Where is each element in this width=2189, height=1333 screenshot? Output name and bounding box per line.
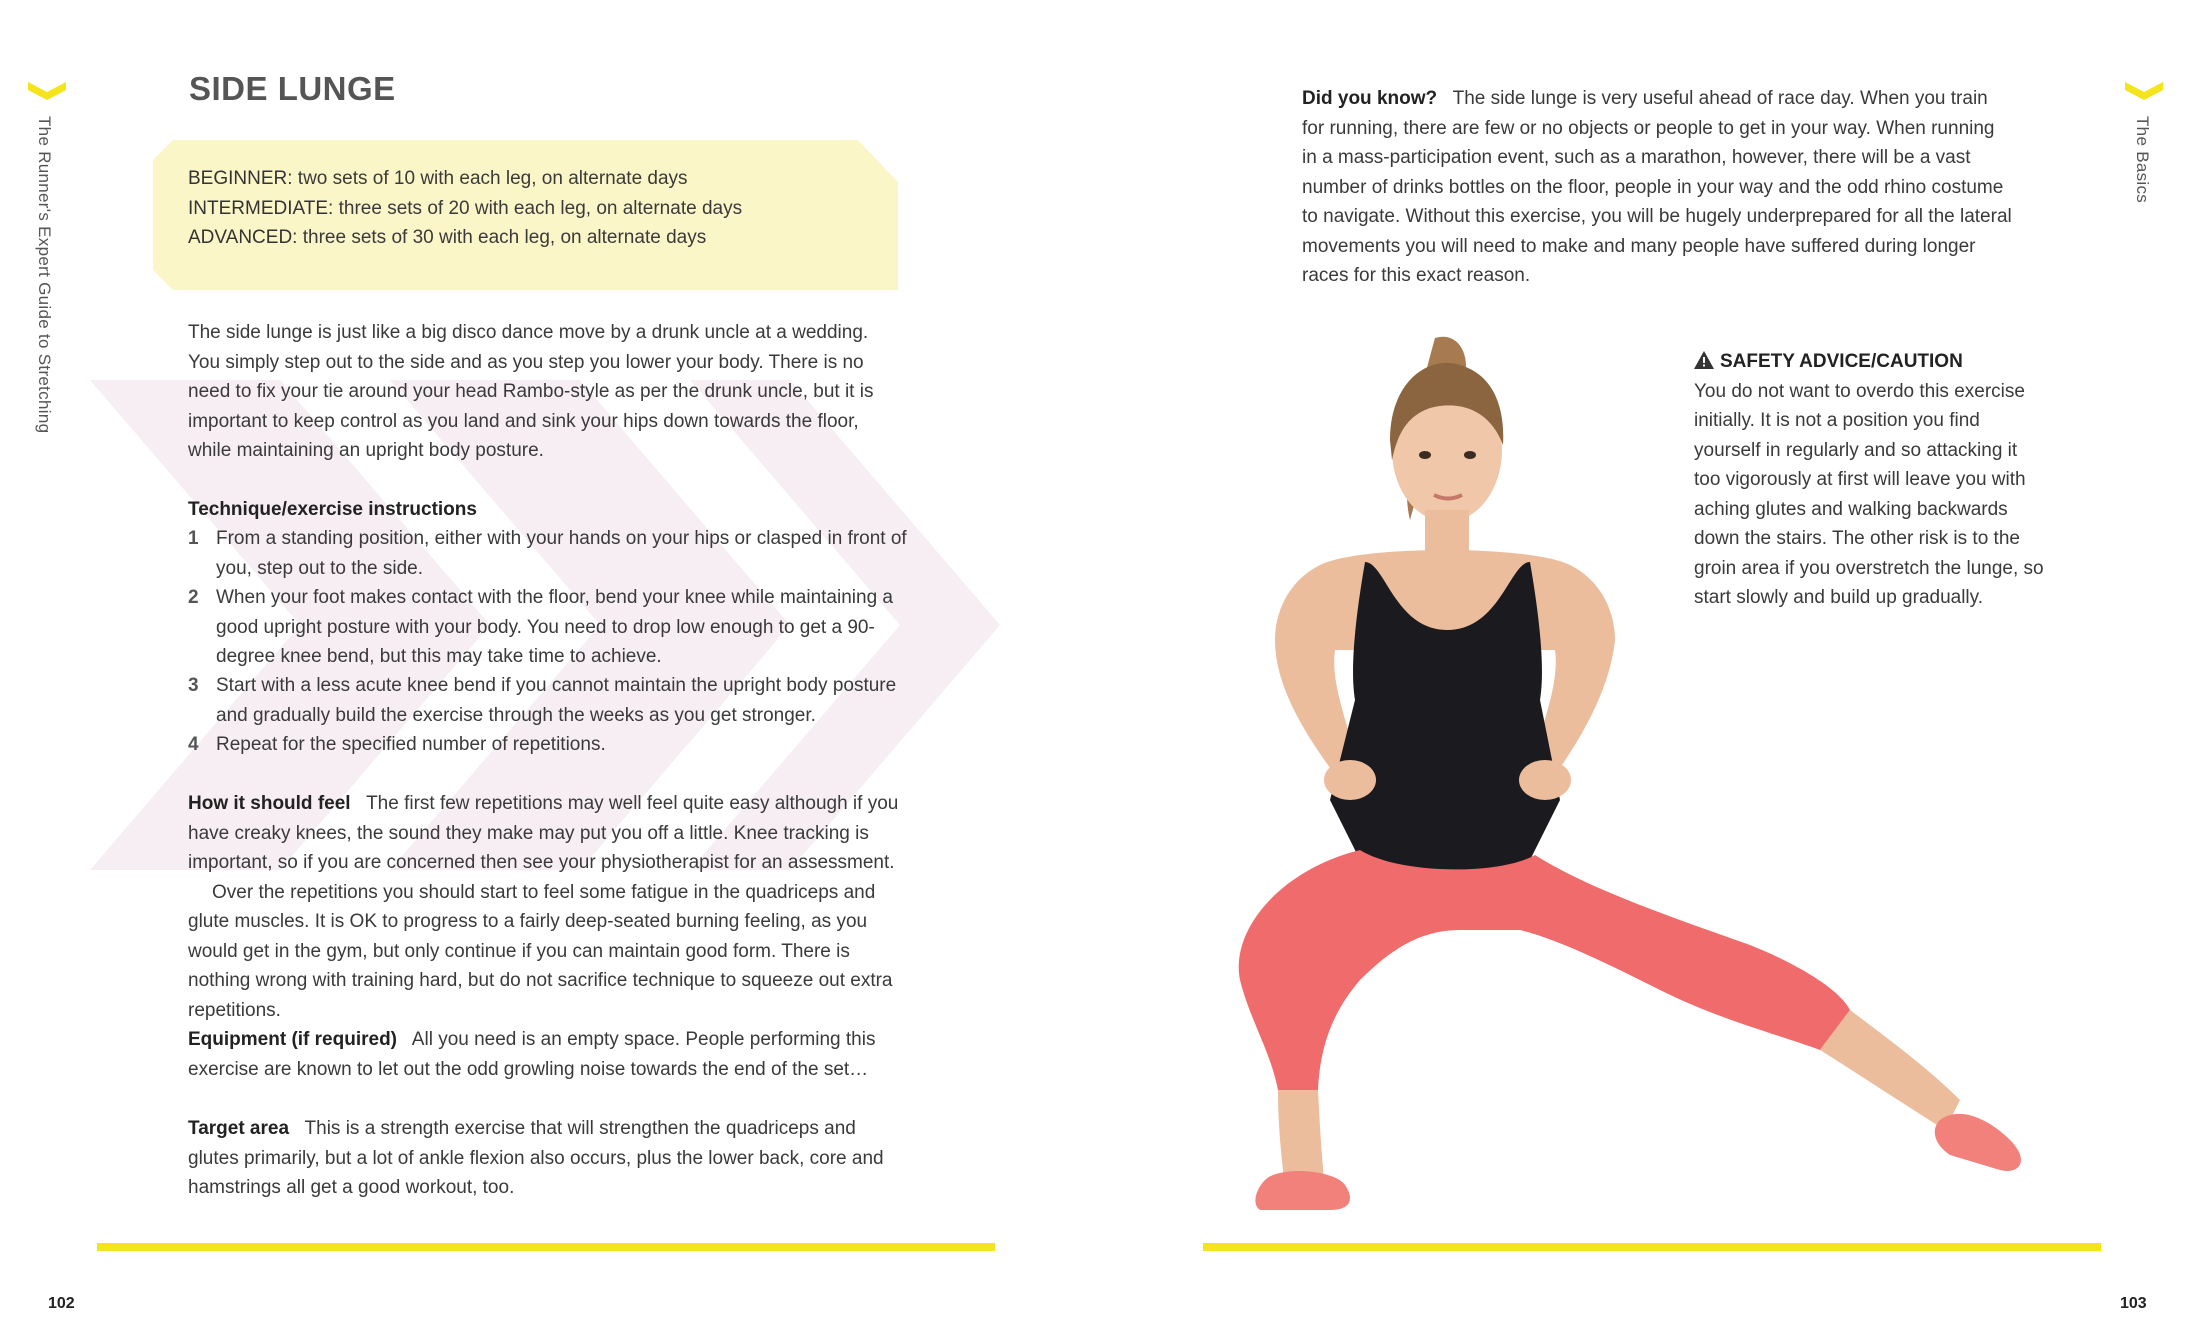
step-number: 4: [188, 734, 199, 755]
step-item: [188, 671, 908, 730]
did-you-know-text: The side lunge is very useful ahead of race day. When you train for running, there are few or no objects or people to get in your way. When running in a mass-participation event, such as a marathon, however, there will be a vast number of drinks bottles on the floor, people in your way and the odd rhino costume to navigate. Without this exercise, you will be hugely underprepared for all the lateral movements you will need to make and many people have suffered during longer races for this exact reason.: [1302, 88, 2012, 286]
technique-heading: Technique/exercise instructions: [188, 499, 477, 520]
page-title: SIDE LUNGE: [189, 70, 396, 107]
target-paragraph: [188, 1114, 893, 1203]
section-marker-icon: [2125, 82, 2163, 102]
section-marker-icon: [28, 82, 66, 102]
footer-rule-left: [97, 1243, 995, 1251]
step-item: [188, 730, 908, 760]
target-heading: Target area: [188, 1118, 290, 1139]
step-number: 2: [188, 587, 199, 608]
running-head-left: The Runner's Expert Guide to Stretching: [35, 116, 54, 434]
safety-text: You do not want to overdo this exercise initially. It is not a position you find yourself in regularly and so attacking it too vigorously at first will leave you with aching glutes and walking backwards down the stairs. The other risk is to the groin area if you overstretch the lunge, so start slowly and build up gradually.: [1694, 380, 2044, 608]
equipment-paragraph: [188, 1025, 893, 1084]
running-head-right: The Basics: [2133, 116, 2152, 204]
feel-text: The first few repetitions may well feel quite easy although if you have creaky knees, the sound they make may put you off a little. Knee tracking is important, so if you are concerned then see your physiotherapist for an assessment.: [188, 793, 899, 873]
step-number: 1: [188, 528, 199, 549]
exercise-photo: [1160, 330, 2120, 1210]
intro-paragraph: The side lunge is just like a big disco dance move by a drunk uncle at a wedding. You simply step out to the side and as you step you lower your body. There is no need to fix your tie around your head Rambo-style as per the drunk uncle, but it is important to keep control as you land and sink your hips down towards the floor, while maintaining an upright body posture.: [188, 322, 874, 461]
equipment-text: All you need is an empty space. People performing this exercise are known to let out the odd growling noise towards the end of the set…: [188, 1029, 876, 1080]
target-text: This is a strength exercise that will strengthen the quadriceps and glutes primarily, but a lot of ankle flexion also occurs, plus the lower back, core and hamstrings all get a good workout, too.: [188, 1118, 884, 1198]
page-number-left: 102: [48, 1295, 75, 1312]
step-text: From a standing position, either with your hands on your hips or clasped in front of you, step out to the side.: [216, 528, 907, 579]
feel-paragraph: [188, 789, 900, 1025]
step-item: [188, 524, 908, 583]
feel-heading: How it should feel: [188, 793, 351, 814]
level-intermediate: INTERMEDIATE: three sets of 20 with each leg, on alternate days: [188, 197, 743, 219]
step-item: [188, 583, 908, 672]
safety-heading: SAFETY ADVICE/CAUTION: [1720, 351, 1963, 372]
step-number: 3: [188, 675, 199, 696]
level-list: [188, 164, 742, 253]
page-number-right: 103: [2120, 1295, 2147, 1312]
did-you-know-paragraph: [1302, 84, 2012, 291]
level-advanced: ADVANCED: three sets of 30 with each leg, on alternate days: [188, 227, 707, 248]
step-text: Repeat for the specified number of repetitions.: [216, 734, 606, 755]
equipment-heading: Equipment (if required): [188, 1029, 397, 1050]
footer-rule-right: [1203, 1243, 2101, 1251]
feel-text-continued: Over the repetitions you should start to feel some fatigue in the quadriceps and glute muscles. It is OK to progress to a fairly deep-seated burning feeling, as you would get in the gym, but only continue if you can maintain good form. There is nothing wrong with training hard, but do not sacrifice technique to squeeze out extra repetitions.: [188, 881, 893, 1021]
step-text: Start with a less acute knee bend if you cannot maintain the upright body posture and gradually build the exercise through the weeks as you get stronger.: [216, 675, 897, 726]
level-beginner: BEGINNER: two sets of 10 with each leg, on alternate days: [188, 168, 688, 189]
did-you-know-heading: Did you know?: [1302, 88, 1438, 109]
step-text: When your foot makes contact with the floor, bend your knee while maintaining a good upright posture with your body. You need to drop low enough to get a 90-degree knee bend, but this may take time to achieve.: [216, 587, 893, 667]
